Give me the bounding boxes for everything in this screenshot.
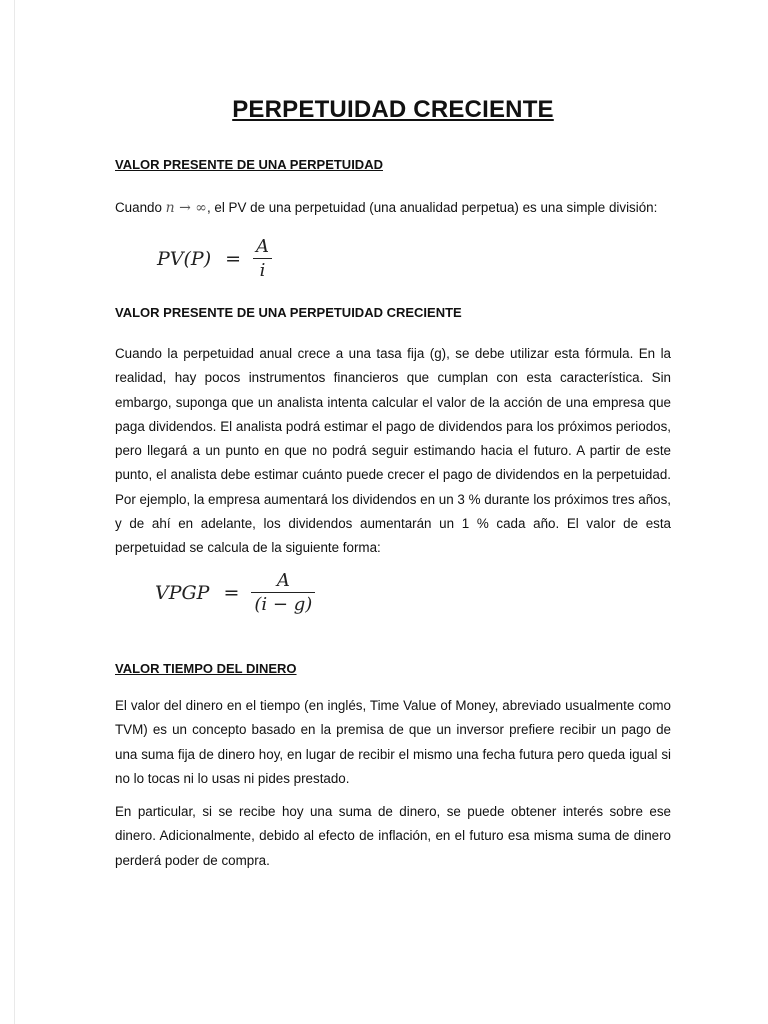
section-heading-valor-tiempo: VALOR TIEMPO DEL DINERO [115, 661, 297, 676]
section-heading-valor-presente: VALOR PRESENTE DE UNA PERPETUIDAD [115, 157, 383, 172]
formula-pv-perpetuity [157, 236, 272, 281]
formula-denominator: i [259, 260, 266, 281]
page-edge [14, 0, 15, 1024]
paragraph-valor-tiempo-2: En particular, si se recibe hoy una suma de dinero, se puede obtener interés sobre ese dinero. Adicionalmente, debido al efecto de inflación, en el futuro esa misma suma de dinero perderá poder de compra. [115, 804, 671, 868]
formula-numerator: A [276, 570, 290, 591]
paragraph-valor-tiempo-1: El valor del dinero en el tiempo (en inglés, Time Value of Money, abreviado usualmente como TVM) es un concepto basado en la premisa de que un inversor prefiere recibir un pago de una suma fija de dinero hoy, en lugar de recibir el mismo una fecha futura pero queda igual si no lo tocas ni lo usas ni pides prestado. [115, 698, 671, 786]
formula-equals: = [223, 581, 240, 604]
formula-denominator: (i − g) [254, 594, 313, 615]
intro-text-before: Cuando [115, 200, 166, 215]
formula-equals: = [225, 247, 242, 270]
formula-lhs: VPGP [155, 581, 210, 604]
paragraph-perpetuidad-creciente: Cuando la perpetuidad anual crece a una tasa fija (g), se debe utilizar esta fórmula. En la realidad, hay pocos instrumentos financieros que cumplan con esta característica. Sin embargo, suponga que un analista intenta calcular el valor de la acción de una empresa que paga dividendos. El analista podrá estimar el pago de dividendos para los próximos periodos, pero llegará a un punto en que no podrá seguir estimando hacia el futuro. A partir de este punto, el analista debe estimar cuánto puede crecer el pago de dividendos en la perpetuidad. Por ejemplo, la empresa aumentará los dividendos en un 3 % durante los próximos tres años, y de ahí en adelante, los dividendos aumentarán un 1 % cada año. El valor de esta perpetuidad se calcula de la siguiente forma: [115, 346, 672, 556]
intro-text-after: , el PV de una perpetuidad (una anualidad perpetua) es una simple división: [206, 200, 658, 215]
formula-numerator: A [256, 236, 270, 257]
formula-fraction [253, 236, 272, 281]
formula-lhs: PV(P) [157, 247, 212, 270]
formula-fraction [251, 570, 315, 615]
section-heading-perpetuidad-creciente: VALOR PRESENTE DE UNA PERPETUIDAD CRECIENTE [115, 305, 462, 320]
formula-vpgp [155, 570, 315, 615]
document-title: PERPETUIDAD CRECIENTE [232, 96, 554, 123]
infinity-limit-math: n → ∞ [165, 200, 207, 216]
intro-sentence [115, 196, 671, 220]
